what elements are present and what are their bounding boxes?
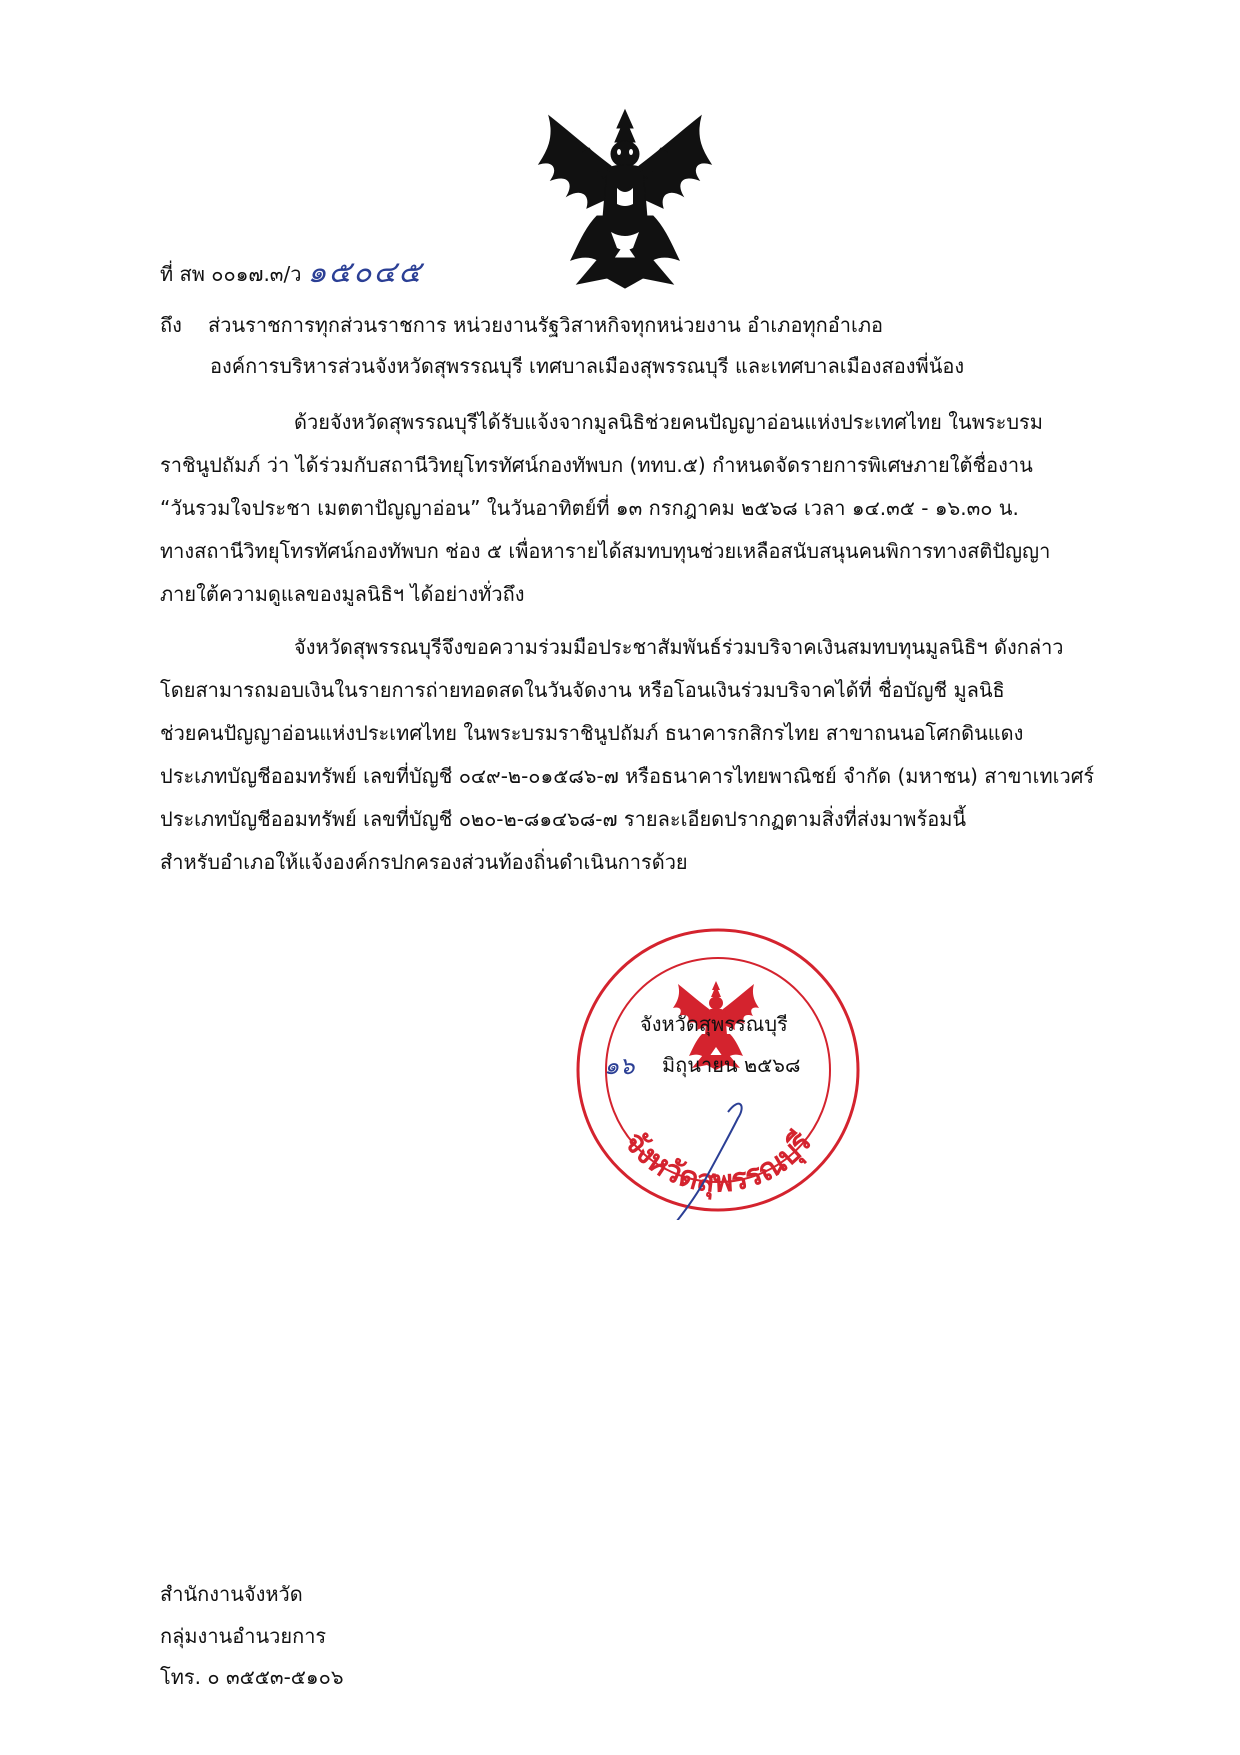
seal-ring-text: จังหวัดสุพรรณบุรี	[616, 1125, 820, 1200]
footer-line: สำนักงานจังหวัด	[160, 1582, 303, 1606]
recipient-line: องค์การบริหารส่วนจังหวัดสุพรรณบุรี เทศบาลเมืองสุพรรณบุรี และเทศบาลเมืองสองพี่น้อง	[210, 354, 965, 378]
paragraph-line: ภายใต้ความดูแลของมูลนิธิฯ ได้อย่างทั่วถึง	[160, 582, 525, 606]
footer-line: กลุ่มงานอำนวยการ	[160, 1624, 327, 1648]
paragraph-line: ทางสถานีวิทยุโทรทัศน์กองทัพบก ช่อง ๕ เพื่อหารายได้สมทบทุนช่วยเหลือสนับสนุนคนพิการทางสติปัญญา	[160, 539, 1051, 563]
paragraph-line: ราชินูปถัมภ์ ว่า ได้ร่วมกับสถานีวิทยุโทรทัศน์กองทัพบก (ททบ.๕) กำหนดจัดรายการพิเศษภายใต้ชื่องาน	[160, 453, 1033, 477]
paragraph-line: โดยสามารถมอบเงินในรายการถ่ายทอดสดในวันจัดงาน หรือโอนเงินร่วมบริจาคได้ที่ ชื่อบัญชี มูลนิธิ	[160, 678, 1005, 702]
paragraph-line: จังหวัดสุพรรณบุรีจึงขอความร่วมมือประชาสัมพันธ์ร่วมบริจาคเงินสมทบทุนมูลนิธิฯ ดังกล่าว	[294, 635, 1064, 659]
recipient-label: ถึง	[160, 313, 182, 337]
footer-line: โทร. ๐ ๓๕๕๓-๕๑๐๖	[160, 1665, 344, 1689]
paragraph-line: ประเภทบัญชีออมทรัพย์ เลขที่บัญชี ๐๒๐-๒-๘๑๔๖๘-๗ รายละเอียดปรากฏตามสิ่งที่ส่งมาพร้อมนี้	[160, 807, 967, 831]
reference-line	[160, 248, 423, 295]
paragraph-line: ประเภทบัญชีออมทรัพย์ เลขที่บัญชี ๐๔๙-๒-๐๑๕๘๖-๗ หรือธนาคารไทยพาณิชย์ จำกัด (มหาชน) สาขาเทเวศร์	[160, 764, 1095, 788]
garuda-emblem	[537, 108, 713, 290]
seal-handwritten-day: ๑๖	[604, 1052, 635, 1080]
paragraph-line: สำหรับอำเภอให้แจ้งองค์กรปกครองส่วนท้องถิ่นดำเนินการด้วย	[160, 850, 688, 874]
seal-province-name: จังหวัดสุพรรณบุรี	[640, 1012, 788, 1036]
reference-handwritten-number: ๑๕๐๔๕	[307, 255, 423, 290]
paragraph-line: ช่วยคนปัญญาอ่อนแห่งประเทศไทย ในพระบรมราชินูปถัมภ์ ธนาคารกสิกรไทย สาขาถนนอโศกดินแดง	[160, 721, 1024, 745]
reference-prefix: ที่ สพ ๐๐๑๗.๓/ว	[160, 262, 302, 286]
paragraph-line: ด้วยจังหวัดสุพรรณบุรีได้รับแจ้งจากมูลนิธิช่วยคนปัญญาอ่อนแห่งประเทศไทย ในพระบรม	[294, 410, 1043, 434]
paragraph-line: “วันรวมใจประชา เมตตาปัญญาอ่อน” ในวันอาทิตย์ที่ ๑๓ กรกฎาคม ๒๕๖๘ เวลา ๑๔.๓๕ - ๑๖.๓๐ น.	[160, 496, 1019, 520]
recipient-line: ส่วนราชการทุกส่วนราชการ หน่วยงานรัฐวิสาหกิจทุกหน่วยงาน อำเภอทุกอำเภอ	[208, 313, 884, 337]
seal-month-year: มิถุนายน ๒๕๖๘	[662, 1053, 801, 1077]
